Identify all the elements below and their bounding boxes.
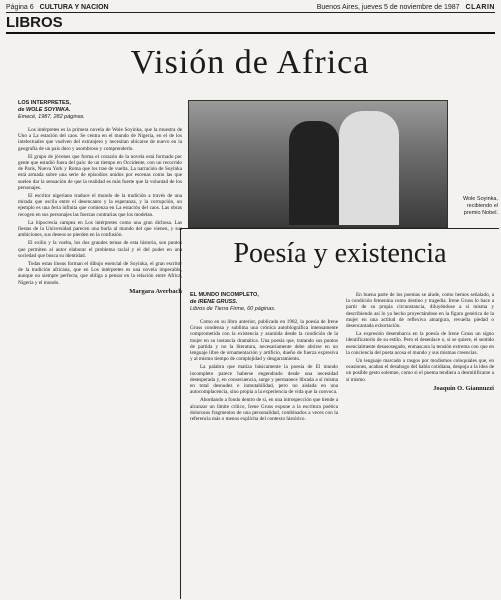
article1-photo [188,100,448,228]
dateline: Buenos Aires, jueves 5 de noviembre de 1987 [316,3,460,11]
article2-signature: Joaquín O. Giannuzzi [433,384,494,392]
paragraph: En buena parte de los poemas se alude, como hemos señalado, a la condición femenina como destino y tragedia. Irene Gruss lo hace a partir de su propia circunstancia, diluyéndose a sí misma y describiendo así lo ya hecho proyectándose en la figura genérica de la mujer en una actitud de reflexiva amargura, revuelta piedad o desencantada exhortación. [346,292,494,330]
article2-headline: Poesía y existencia [233,238,447,269]
paragraph: Como en su libro anterior, publicado en 1982, la poesía de Irene Gruss condensa y sublima una crónica autobiográfica intensamente comprometida con la existencia y asumida desde la condición de la mujer en su instancia dramática. Una poesía que, tratando sus puntos de partida y no la literatura, necesariamente debe abrirse en un lenguaje libre de ornamentación y artificio, dueño de fuerza expresiva y al mismo tiempo de complejidad y desgarramiento. [190,319,338,363]
paragraph: La hipocresía campea en Los intérpretes como una gran dichosa. Las fiestas de la Universidad parecen una burla al mundo del que vienen, y sus ambiciones, sus deseos se pierden en la confusión. [18,219,182,239]
page-number: Página 6 [6,3,34,11]
paragraph: El escritor nigeriano traduce el mundo de la tradición a través de una mirada que oscila entre el desencanto y la esperanza, y la corrupción, un ejemplo es una feria infinita que comienza en La estación del caos. Las obras recogen en sus personajes las fuerzas contrarias que los modelan. [18,193,182,218]
photo-figure [339,111,399,225]
article1-book-info: LOS INTERPRETES, de WOLE SOYINKA. Emecé, 1987, 282 páginas. [18,100,85,120]
paragraph: Los intérpretes es la primera novela de Wole Soyinka, que la muestra de Uno a La estación del caos. Se centra en el mundo de Nigeria, en el de los intelectuales que vuelven del extranjero y necesitan ubicarse de nuevo en la geografía de un país duro y asombroso y comprenderlo. [18,127,182,152]
section-title: LIBROS [6,14,495,34]
paragraph: Un lenguaje marcado a rasgos por modismos coloquiales que, en ocasiones, acaban el desahogo del habla cotidiana, despoja a la idea de un posible gesto solemne, como si el poema tendiera a desmitificarse a sí mismo. [346,358,494,383]
photo-caption: Wole Soyinka, recibiendo el premio Nobel. [462,196,498,216]
paragraph: El grupo de jóvenes que forma el corazón de la novela está formado por gente que estudió fuera del país: de un tiempo en Occidente, con un recorrido de París, Nueva York y Roma que los trae de vuelta. La narración de Soyinka está armada sobre una serie de episodios unidos por escenas como las que suelen dar la sensación de que la realidad es más fuerte que la voluntad de los personajes. [18,153,182,191]
running-header [6,2,495,13]
article1-signature: Margara Averbach [129,287,182,295]
section-name: CULTURA Y NACION [39,3,109,11]
article2-body-left [190,292,338,492]
newspaper-name: CLARIN [465,3,495,11]
paragraph: La palabra que matiza básicamente la poesía de El mundo incompleto parece haberse engendrado desde una necesidad desesperada y, en consecuencia, surge y permanece librada a sí misma en total desnudez e inmutabilidad, pero no aislada en una autocomplacencia, sino propia a la experiencia de vida que la convoca. [190,364,338,396]
article2-body-right [346,292,494,592]
photo-figure [289,121,339,225]
paragraph: Todas estas líneas forman el dibujo esencial de Soyinka, el gran escritor de la tradición africana, que en Los intérpretes es una novela impecable, aunque no siempre perfecta, que obliga a pensar en la relación entre Africa, Nigeria y el mundo. [18,261,182,286]
paragraph: Abordando a fondo dentro de sí, en una introspección que tiende a alcanzar un límite crítico, Irene Gruss expone a la escritura poética dolorosos fragmentos de una personalidad, combinados a veces con la referencia más o menos explícita del contexto histórico. [190,397,338,423]
article1-headline: Visión de Africa [130,44,370,81]
paragraph: El exilio y la vuelta, los dos grandes temas de esta historia, son puntos que permiten al autor elaborar el problema racial y el del poder en una sociedad que busca su identidad. [18,240,182,259]
article1-body [18,100,182,570]
article2-book-info: EL MUNDO INCOMPLETO, de IRENE GRUSS. Libros de Tierra Firme, 60 páginas. [190,292,276,312]
paragraph: La expresión desembarca en la poesía de Irene Gruss un signo identificatorio de su estilo. Pero el desenlace o, si se quiere, el sentido esencialmente desasosegado, enmascara la tensión extrema con que en la conciencia del poeta acosa el mundo y sus mismas creencias. [346,331,494,356]
